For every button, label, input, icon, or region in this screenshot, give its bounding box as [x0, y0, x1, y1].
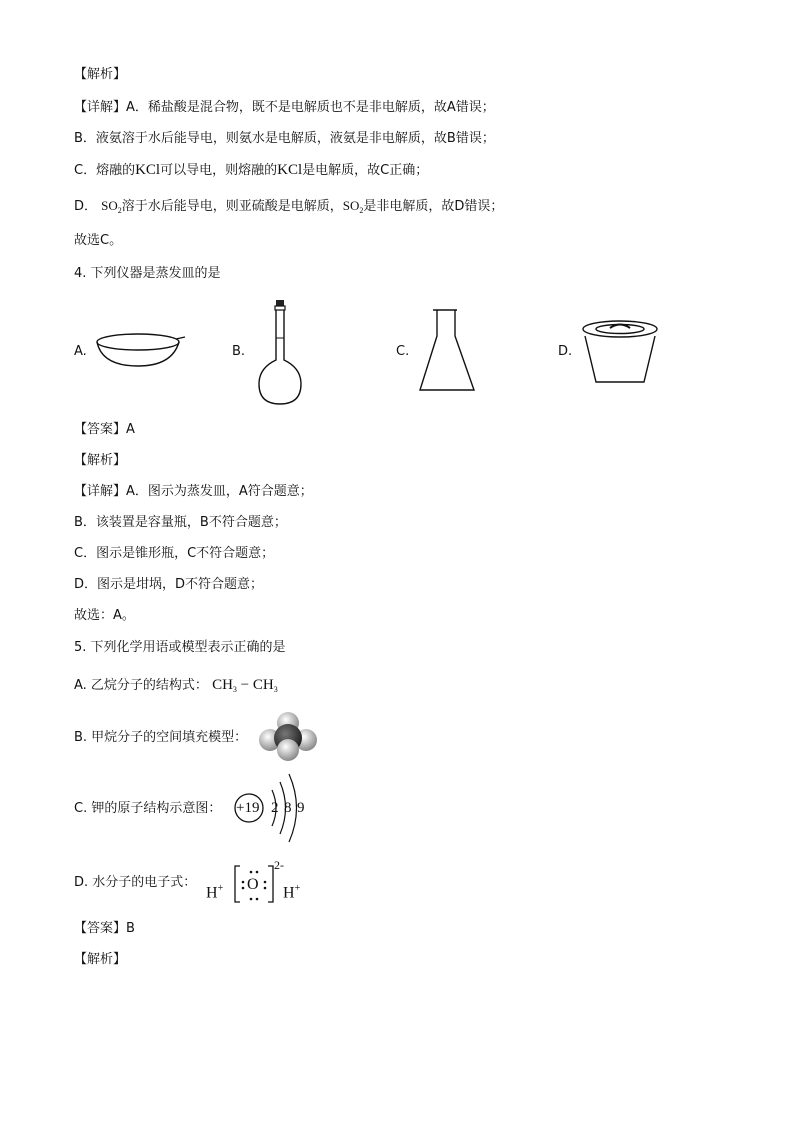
q4-option-c-label: C.	[396, 344, 410, 359]
so2-formula: $SO_2$	[342, 198, 364, 215]
q5-option-b: B. 甲烷分子的空间填充模型：	[74, 730, 248, 745]
c-prefix: C．熔融的	[74, 163, 136, 178]
shell-electrons-3: 9	[297, 800, 305, 816]
d-middle: 溶于水后能导电，则亚硫酸是电解质，	[121, 199, 343, 214]
analysis-heading: 【解析】	[74, 67, 127, 82]
detail-d	[74, 197, 503, 220]
q4-analysis-heading: 【解析】	[74, 453, 127, 468]
q4-choose: 故选：A。	[74, 608, 135, 623]
c-middle: 可以导电，则熔融的	[160, 163, 278, 178]
detail-b: B．液氨溶于水后能导电，则氨水是电解质，液氨是非电解质，故B错误；	[74, 131, 495, 146]
q5-stem: 5. 下列化学用语或模型表示正确的是	[74, 640, 286, 655]
crucible-icon	[580, 318, 660, 386]
q5-answer: 【答案】B	[74, 921, 135, 936]
oxygen-atom: O	[247, 876, 259, 893]
q5-option-a	[74, 676, 278, 699]
q5-option-c: C. 钾的原子结构示意图：	[74, 801, 222, 816]
ion-charge: 2-	[274, 858, 284, 872]
detail-c	[74, 161, 428, 180]
q4-option-b-label: B.	[232, 344, 246, 359]
q4-answer: 【答案】A	[74, 422, 135, 437]
shell-electrons-1: 2	[271, 800, 279, 816]
q4-detail-a: 【详解】A．图示为蒸发皿，A符合题意；	[74, 484, 313, 499]
choose-c: 故选C。	[74, 233, 123, 248]
kcl-formula: KCl	[277, 162, 303, 178]
hydrogen-ion-left: H+	[206, 883, 224, 902]
detail-a: 【详解】A．稀盐酸是混合物，既不是电解质也不是非电解质，故A错误；	[74, 100, 495, 115]
conical-flask-icon	[418, 306, 478, 394]
c-suffix: 是电解质，故C正确；	[302, 163, 429, 178]
q4-detail-d: D．图示是坩埚，D不符合题意；	[74, 577, 264, 592]
evaporating-dish-icon	[94, 330, 186, 372]
q5-a-text: A. 乙烷分子的结构式：	[74, 678, 208, 693]
ethane-formula: $CH_3 - CH_3$	[212, 677, 278, 694]
kcl-formula: KCl	[135, 162, 161, 178]
shell-electrons-2: 8	[284, 800, 292, 816]
q4-stem: 4. 下列仪器是蒸发皿的是	[74, 266, 221, 281]
nucleus-charge: +19	[236, 800, 260, 816]
q4-option-a-label: A.	[74, 344, 87, 359]
d-prefix: D．	[74, 199, 98, 214]
q4-detail-c: C．图示是锥形瓶，C不符合题意；	[74, 546, 275, 561]
q4-option-d-label: D.	[558, 344, 573, 359]
volumetric-flask-icon	[255, 298, 305, 408]
so2-formula: $SO_2$	[101, 198, 122, 215]
q4-detail-b: B．该装置是容量瓶，B不符合题意；	[74, 515, 287, 530]
q5-analysis-heading: 【解析】	[74, 952, 127, 967]
methane-space-filling-model-icon	[258, 710, 318, 764]
hydrogen-ion-right: H+	[283, 883, 301, 902]
d-suffix: 是非电解质，故D错误；	[363, 199, 504, 214]
q5-option-d: D. 水分子的电子式：	[74, 875, 197, 890]
